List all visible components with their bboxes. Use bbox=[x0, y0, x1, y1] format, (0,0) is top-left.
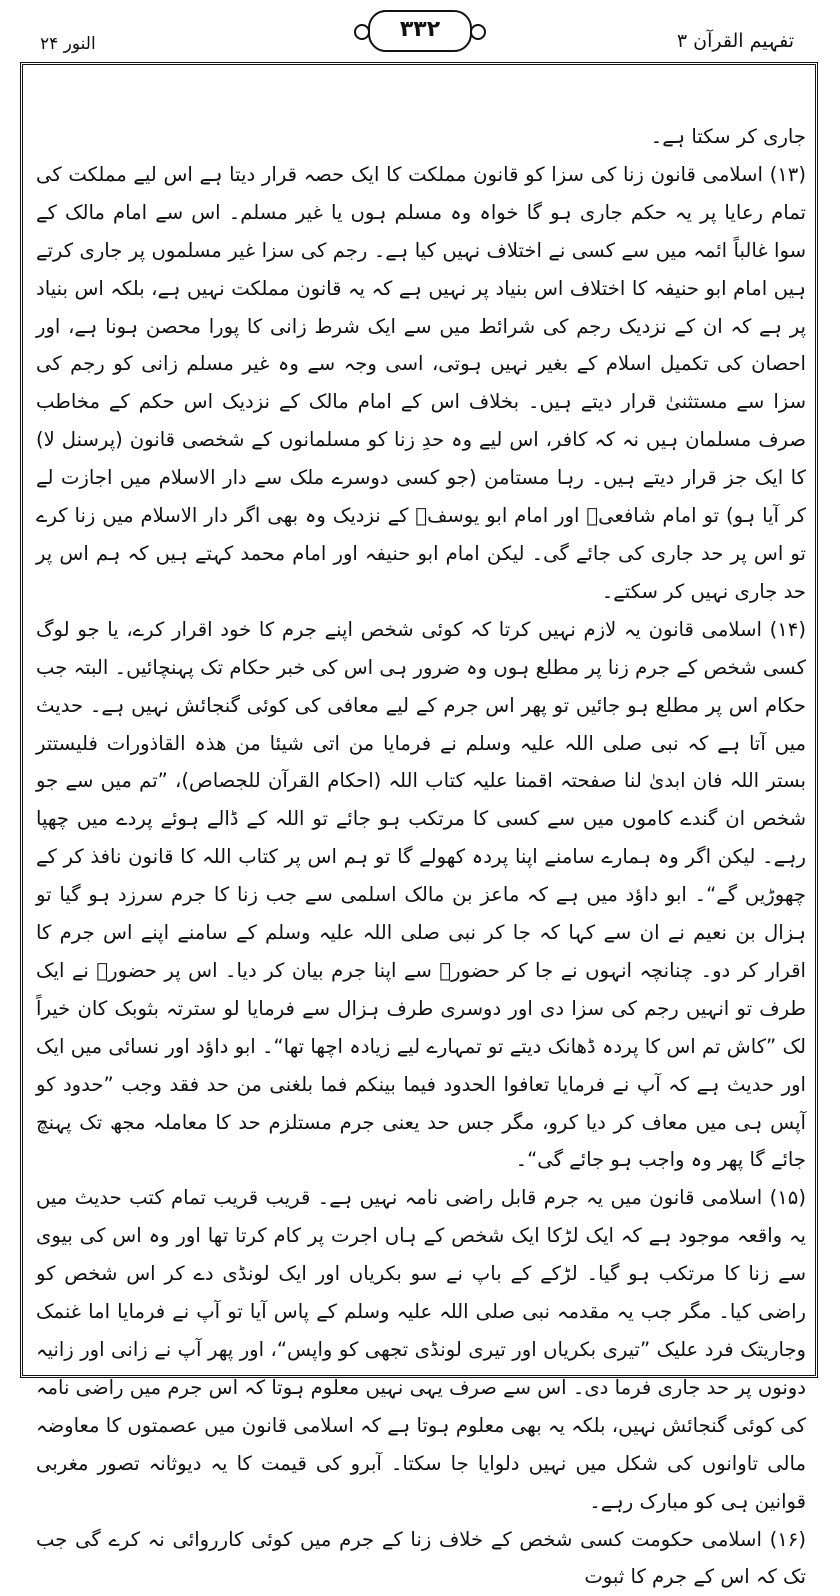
main-text bbox=[36, 118, 806, 1589]
page-number-badge: ۳۳۲ bbox=[368, 10, 472, 52]
paragraph: (۱۴) اسلامی قانون یہ لازم نہیں کرتا کہ کوئی شخص اپنے جرم کا خود اقرار کرے، یا جو لوگ کسی شخص کے جرم زنا پر مطلع ہوں وہ ضرور ہی اس کی خبر حکام تک پہنچائیں۔ البتہ جب حکام اس پر مطلع ہو جائیں تو پھر اس جرم کے لیے معافی کی کوئی گنجائش نہیں ہے۔ حدیث میں آتا ہے کہ نبی صلی اللہ علیہ وسلم نے فرمایا من اتی شیئا من ھذہ القاذورات فلیستتر بستر اللہ فان ابدیٰ لنا صفحتہ اقمنا علیہ کتاب اللہ (احکام القرآن للجصاص)، ”تم میں سے جو شخص ان گندے کاموں میں سے کسی کا مرتکب ہو جائے تو اللہ کے ڈالے ہوئے پردے میں چھپا رہے۔ لیکن اگر وہ ہمارے سامنے اپنا پردہ کھولے گا تو ہم اس پر کتاب اللہ کا قانون نافذ کر کے چھوڑیں گے“۔ ابو داؤد میں ہے کہ ماعز بن مالک اسلمی سے جب زنا کا جرم سرزد ہو گیا تو ہزال بن نعیم نے ان سے کہا کہ جا کر نبی صلی اللہ علیہ وسلم کے سامنے اپنے اس جرم کا اقرار کر دو۔ چنانچہ انہوں نے جا کر حضورؐ سے اپنا جرم بیان کر دیا۔ اس پر حضورؐ نے ایک طرف تو انہیں رجم کی سزا دی اور دوسری طرف ہزال سے فرمایا لو سترتہ بثوبک کان خیراً لک ”کاش تم اس کا پردہ ڈھانک دیتے تو تمہارے لیے زیادہ اچھا تھا“۔ ابو داؤد اور نسائی میں ایک اور حدیث ہے کہ آپ نے فرمایا تعافوا الحدود فیما بینکم فما بلغنی من حد فقد وجب ”حدود کو آپس ہی میں معاف کر دیا کرو، مگر جس حد یعنی جرم مستلزم حد کا معاملہ مجھ تک پہنچ جائے گا پھر وہ واجب ہو جائے گی“۔ bbox=[36, 617, 806, 1172]
surah-reference: النور ۲۴ bbox=[40, 34, 96, 54]
paragraph: جاری کر سکتا ہے۔ bbox=[650, 125, 806, 148]
book-title: تفہیم القرآن ۳ bbox=[676, 30, 794, 52]
paragraph: (۱۵) اسلامی قانون میں یہ جرم قابل راضی نامہ نہیں ہے۔ قریب قریب تمام کتب حدیث میں یہ واقعہ موجود ہے کہ ایک لڑکا ایک شخص کے ہاں اجرت پر کام کرتا تھا اور وہ اس کی بیوی سے زنا کا مرتکب ہو گیا۔ لڑکے کے باپ نے سو بکریاں اور ایک لونڈی دے کر اس شخص کو راضی کیا۔ مگر جب یہ مقدمہ نبی صلی اللہ علیہ وسلم کے پاس آیا تو آپ نے فرمایا اما غنمک وجاریتک فرد علیک ”تیری بکریاں اور تیری لونڈی تجھی کو واپس“، اور پھر آپ نے زانی اور زانیہ دونوں پر حد جاری فرما دی۔ اس سے صرف یہی نہیں معلوم ہوتا کہ اس جرم میں راضی نامہ کی کوئی گنجائش نہیں، بلکہ یہ بھی معلوم ہوتا ہے کہ اسلامی قانون میں عصمتوں کا معاوضہ مالی تاوانوں کی شکل میں نہیں دلوایا جا سکتا۔ آبرو کی قیمت کا یہ دیوثانہ تصور مغربی قوانین ہی کو مبارک رہے۔ bbox=[36, 1186, 806, 1513]
paragraph: (۱۶) اسلامی حکومت کسی شخص کے خلاف زنا کے جرم میں کوئی کارروائی نہ کرے گی جب تک کہ اس کے جرم کا ثبوت bbox=[36, 1527, 806, 1589]
page-header bbox=[0, 0, 840, 62]
paragraph: (۱۳) اسلامی قانون زنا کی سزا کو قانون مملکت کا ایک حصہ قرار دیتا ہے اس لیے مملکت کی تمام رعایا پر یہ حکم جاری ہو گا خواہ وہ مسلم ہوں یا غیر مسلم۔ اس سے امام مالک کے سوا غالباً ائمہ میں سے کسی نے اختلاف نہیں کیا ہے۔ رجم کی سزا غیر مسلموں پر جاری کرتے ہیں امام ابو حنیفہ کا اختلاف اس بنیاد پر نہیں ہے کہ یہ قانون مملکت نہیں ہے، بلکہ اس بنیاد پر ہے کہ ان کے نزدیک رجم کی شرائط میں سے ایک شرط زانی کا پورا محصن ہونا ہے، اور احصان کی تکمیل اسلام کے بغیر نہیں ہوتی، اسی وجہ سے وہ غیر مسلم زانی کو رجم کی سزا سے مستثنیٰ قرار دیتے ہیں۔ بخلاف اس کے امام مالک کے نزدیک اس حکم کے مخاطب صرف مسلمان ہیں نہ کہ کافر، اس لیے وہ حدِ زنا کو مسلمانوں کے شخصی قانون (پرسنل لا) کا ایک جز قرار دیتے ہیں۔ رہا مستامن (جو کسی دوسرے ملک سے دار الاسلام میں اجازت لے کر آیا ہو) تو امام شافعیؒ اور امام ابو یوسفؒ کے نزدیک وہ بھی اگر دار الاسلام میں زنا کرے تو اس پر حد جاری کی جائے گی۔ لیکن امام ابو حنیفہ اور امام محمد کہتے ہیں کہ ہم اس پر حد جاری نہیں کر سکتے۔ bbox=[36, 162, 806, 603]
